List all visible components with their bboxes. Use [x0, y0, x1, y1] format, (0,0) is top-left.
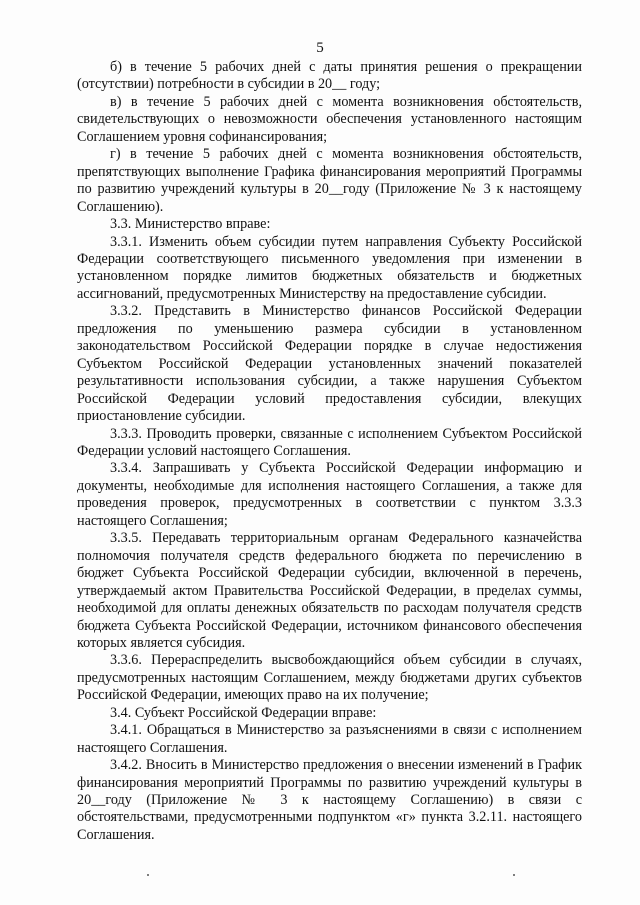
paragraph-v: в) в течение 5 рабочих дней с момента возникновения обстоятельств, свидетельствующих о невозможности обеспечения установленного настоящим Соглашением уровня софинансирования; [77, 93, 582, 145]
scan-speck [513, 874, 515, 876]
clause-3-3-2: 3.3.2. Представить в Министерство финансов Российской Федерации предложения по уменьшению размера субсидии в установленном законодательством Российской Федерации порядке в случае недостижения Субъектом Российской Федерации установленных значений показателей результативности использования субсидии, а также нарушения Субъектом Российской Федерации условий предоставления субсидии, влекущих приостановление субсидии. [77, 303, 582, 425]
clause-3-4-2: 3.4.2. Вносить в Министерство предложения о внесении изменений в График финансирования мероприятий Программы по развитию учреждений культуры в 20__году (Приложение № 3 к настоящему Соглашению) в связи с обстоятельствами, предусмотренными подпунктом «г» пункта 3.2.11. настоящего Соглашения. [77, 757, 582, 843]
clause-3-4-1: 3.4.1. Обращаться в Министерство за разъяснениями в связи с исполнением настоящего Соглашения. [77, 722, 582, 756]
clause-3-3-3: 3.3.3. Проводить проверки, связанные с исполнением Субъектом Российской Федерации условий настоящего Соглашения. [77, 425, 582, 459]
clause-3-3-4: 3.3.4. Запрашивать у Субъекта Российской Федерации информацию и документы, необходимые для исполнения настоящего Соглашения, а также для проведения проверок, предусмотренных в соответствии с пунктом 3.3.3 настоящего Соглашения; [77, 460, 582, 529]
section-3-3-heading: 3.3. Министерство вправе: [110, 216, 271, 233]
document-body [77, 59, 582, 844]
clause-3-3-6: 3.3.6. Перераспределить высвобождающийся объем субсидии в случаях, предусмотренных настоящим Соглашением, между бюджетами других субъектов Российской Федерации, имеющих право на их получение; [77, 652, 582, 704]
clause-3-3-5: 3.3.5. Передавать территориальным органам Федерального казначейства полномочия получателя средств федерального бюджета по перечислению в бюджет Субъекта Российской Федерации субсидии, включенной в перечень, утверждаемый актом Правительства Российской Федерации, в пределах суммы, необходимой для оплаты денежных обязательств по расходам получателя средств бюджета Субъекта Российской Федерации, источником финансового обеспечения которых является субсидия. [77, 530, 582, 651]
clause-3-3-1: 3.3.1. Изменить объем субсидии путем направления Субъекту Российской Федерации соответствующего письменного уведомления при изменении в установленном порядке лимитов бюджетных обязательств и бюджетных ассигнований, предусмотренных Министерству на предоставление субсидии. [77, 233, 582, 302]
paragraph-b: б) в течение 5 рабочих дней с даты принятия решения о прекращении (отсутствии) потребности в субсидии в 20__ году; [77, 59, 582, 93]
scan-speck [147, 874, 149, 876]
section-3-4-heading: 3.4. Субъект Российской Федерации вправе: [110, 704, 377, 721]
page-number: 5 [316, 40, 324, 56]
paragraph-g: г) в течение 5 рабочих дней с момента возникновения обстоятельств, препятствующих выполнение Графика финансирования мероприятий Программы по развитию учреждений культуры в 20__году (Приложение № 3 к настоящему Соглашению). [77, 146, 582, 215]
